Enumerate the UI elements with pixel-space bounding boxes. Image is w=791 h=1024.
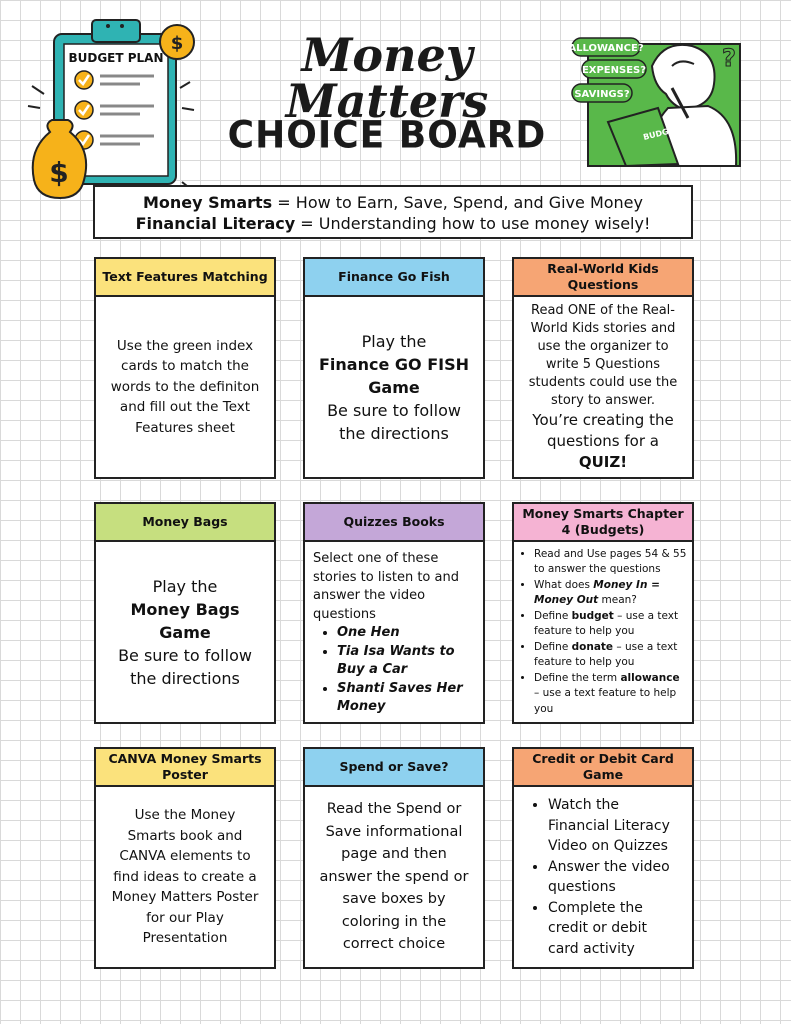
banner-term-money-smarts: Money Smarts: [142, 193, 273, 212]
task-item: • Define budget – use a text feature to help you: [534, 609, 688, 640]
svg-text:?: ?: [722, 44, 736, 72]
story-item: • One Hen: [337, 624, 483, 643]
story-item: • Tia Isa Wants to Buy a Car: [337, 643, 483, 680]
card-body: [305, 297, 483, 477]
page-subtitle: CHOICE BOARD: [227, 113, 547, 157]
task-item: • What does Money In = Money Out mean?: [534, 578, 688, 609]
card-title: Quizzes Books: [305, 504, 483, 542]
page-title: Money Matters: [285, 28, 489, 128]
card-instructions: Select one of these stories to listen to and answer the video questions: [313, 551, 459, 622]
coin-symbol: $: [170, 33, 184, 54]
card-instructions: Use the Money Smarts book and CANVA elements to find ideas to create a Money Matters Poster for our Play Presentation: [111, 807, 259, 947]
card-finance-go-fish: [303, 257, 485, 479]
card-real-world-kids-questions: [512, 257, 694, 479]
girl-reading-budget-book-illustration: [568, 36, 746, 172]
card-line: You’re creating the questions for a: [532, 410, 674, 450]
card-game-name: Money Bags Game: [130, 599, 240, 642]
card-credit-or-debit-card-game: [512, 747, 694, 969]
card-body: [514, 297, 692, 477]
banner-definition-financial-literacy: = Understanding how to use money wisely!: [295, 214, 651, 233]
card-title: Text Features Matching: [96, 259, 274, 297]
task-item: • Define the term allowance – use a text feature to help you: [534, 671, 688, 718]
card-money-bags: [94, 502, 276, 724]
card-body: [96, 787, 274, 967]
banner-line-1: [95, 192, 691, 213]
card-body: [96, 542, 274, 722]
card-line: Play the: [152, 576, 218, 596]
card-instructions: Read the Spend or Save informational page and then answer the spend or save boxes by coloring in the correct choice: [319, 801, 469, 953]
card-title: Money Smarts Chapter 4 (Budgets): [514, 504, 692, 542]
card-title: CANVA Money Smarts Poster: [96, 749, 274, 787]
card-emphasis: QUIZ!: [578, 452, 628, 471]
card-money-smarts-chapter-4: [512, 502, 694, 724]
card-spend-or-save: [303, 747, 485, 969]
banner-line-2: [95, 213, 691, 234]
card-canva-money-smarts-poster: [94, 747, 276, 969]
task-item: • Define donate – use a text feature to help you: [534, 640, 688, 671]
card-line: Be sure to follow the directions: [118, 645, 252, 688]
clipboard-label: BUDGET PLAN: [68, 51, 164, 65]
card-text-features-matching: [94, 257, 276, 479]
card-title: Finance Go Fish: [305, 259, 483, 297]
bubble-allowance: ALLOWANCE?: [568, 43, 644, 54]
task-list: [528, 795, 680, 959]
definitions-banner: [93, 185, 693, 239]
task-list: [520, 547, 688, 718]
money-bag-symbol: $: [49, 156, 69, 189]
task-item: • Read and Use pages 54 & 55 to answer the questions: [534, 547, 688, 578]
budget-plan-clipboard-illustration: [22, 14, 202, 200]
card-body: [514, 787, 692, 967]
banner-definition-money-smarts: = How to Earn, Save, Spend, and Give Money: [272, 193, 643, 212]
card-instructions: Read ONE of the Real-World Kids stories and use the organizer to write 5 Questions students could use the story to answer.: [528, 302, 678, 408]
bubble-expenses: EXPENSES?: [581, 65, 647, 76]
bubble-savings: SAVINGS?: [574, 89, 630, 100]
card-game-name: Finance GO FISH Game: [319, 354, 469, 397]
card-title: Real-World Kids Questions: [514, 259, 692, 297]
banner-term-financial-literacy: Financial Literacy: [135, 214, 296, 233]
card-title: Money Bags: [96, 504, 274, 542]
card-title: Credit or Debit Card Game: [514, 749, 692, 787]
card-body: [305, 787, 483, 967]
task-item: • Watch the Financial Literacy Video on Quizzes: [548, 795, 680, 857]
story-item: • Shanti Saves Her Money: [337, 680, 483, 717]
card-body: [514, 542, 692, 722]
story-list: [313, 624, 483, 717]
card-quizzes-books: [303, 502, 485, 724]
card-line: Play the: [361, 331, 427, 351]
task-item: • Complete the credit or debit card activity: [548, 898, 680, 960]
card-instructions: Use the green index cards to match the words to the definiton and fill out the Text Features sheet: [110, 337, 260, 436]
book-label: BUDGET: [642, 124, 681, 142]
card-body: [305, 542, 483, 722]
task-item: • Answer the video questions: [548, 857, 680, 898]
card-body: [96, 297, 274, 477]
card-title: Spend or Save?: [305, 749, 483, 787]
card-line: Be sure to follow the directions: [327, 400, 461, 443]
